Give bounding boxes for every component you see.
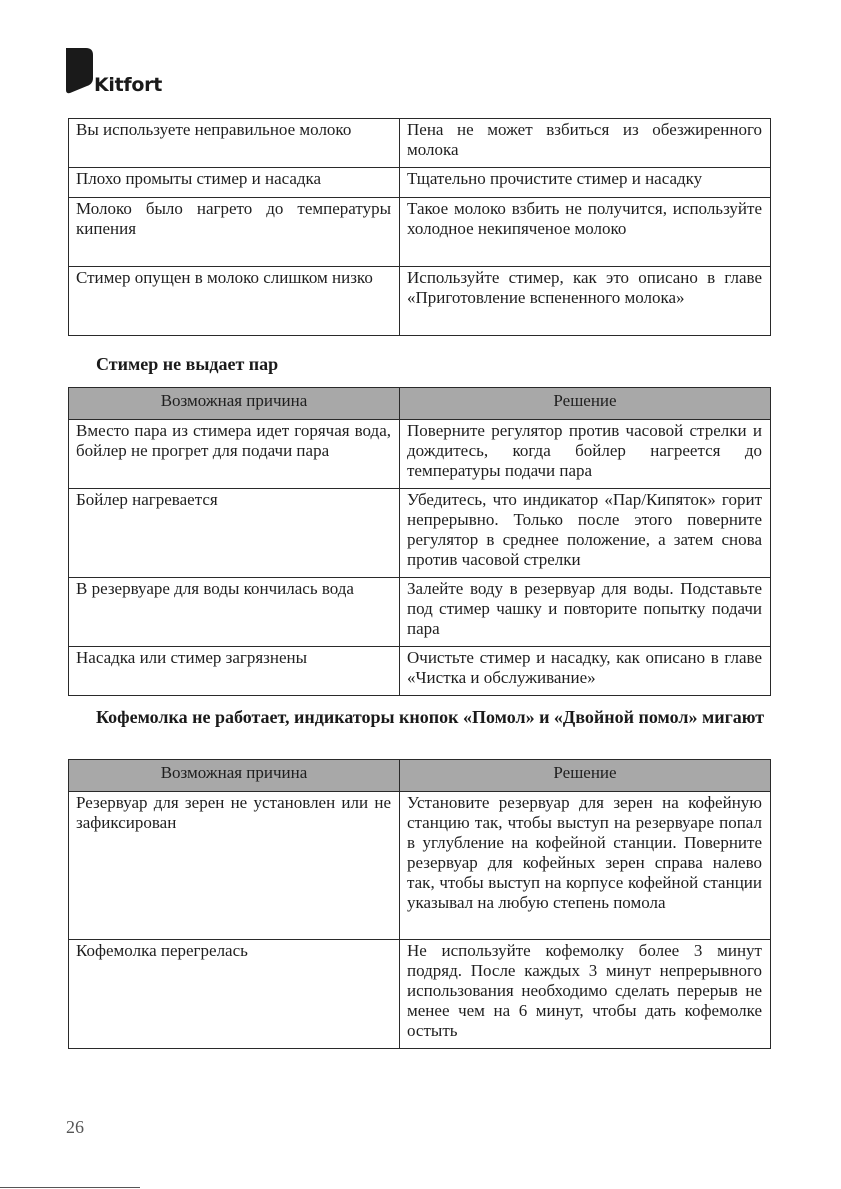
column-header-cause: Возможная причина: [69, 388, 400, 420]
cause-cell: Плохо промыты стимер и насадка: [69, 168, 400, 198]
cause-cell: Бойлер нагревается: [69, 489, 400, 578]
solution-cell: Поверните регулятор против часовой стрелки и дождитесь, когда бойлер нагреется до температуры подачи пара: [400, 420, 771, 489]
cause-cell: Вместо пара из стимера идет горячая вода, бойлер не прогрет для подачи пара: [69, 420, 400, 489]
table-row: [69, 940, 771, 1049]
solution-cell: Такое молоко взбить не получится, используйте холодное некипяченое молоко: [400, 198, 771, 267]
table-header-row: [69, 388, 771, 420]
page-number: 26: [66, 1117, 84, 1137]
table-row: [69, 792, 771, 940]
cause-cell: Насадка или стимер загрязнены: [69, 647, 400, 696]
solution-cell: Используйте стимер, как это описано в главе «Приготовление вспененного молока»: [400, 267, 771, 336]
table-row: [69, 420, 771, 489]
solution-cell: Пена не может взбиться из обезжиренного молока: [400, 119, 771, 168]
cause-cell: В резервуаре для воды кончилась вода: [69, 578, 400, 647]
kitfort-logo-icon: [66, 48, 94, 94]
cause-cell: Стимер опущен в молоко слишком низко: [69, 267, 400, 336]
troubleshooting-table-steamer: [68, 387, 771, 696]
cause-cell: Вы используете неправильное молоко: [69, 119, 400, 168]
cause-cell: Молоко было нагрето до температуры кипения: [69, 198, 400, 267]
table-row: [69, 647, 771, 696]
solution-cell: Очистьте стимер и насадку, как описано в главе «Чистка и обслуживание»: [400, 647, 771, 696]
table-row: [69, 119, 771, 168]
column-header-cause: Возможная причина: [69, 760, 400, 792]
table-row: [69, 198, 771, 267]
table-header-row: [69, 760, 771, 792]
troubleshooting-table-grinder: [68, 759, 771, 1049]
troubleshooting-table-milk: [68, 118, 771, 336]
brand-name: Kitfort: [94, 74, 162, 96]
table-row: [69, 168, 771, 198]
section-heading-steamer: Стимер не выдает пар: [96, 354, 279, 374]
solution-cell: Тщательно прочистите стимер и насадку: [400, 168, 771, 198]
solution-cell: Убедитесь, что индикатор «Пар/Кипяток» горит непрерывно. Только после этого поверните регулятор в среднее положение, а затем снова против часовой стрелки: [400, 489, 771, 578]
solution-cell: Установите резервуар для зерен на кофейную станцию так, чтобы выступ на резервуаре попал в углубление на кофейной станции. Поверните резервуар для кофейных зерен справа налево так, чтобы выступ на корпусе кофейной станции указывал на любую степень помола: [400, 792, 771, 940]
cause-cell: Резервуар для зерен не установлен или не зафиксирован: [69, 792, 400, 940]
brand-logo: [66, 48, 206, 98]
solution-cell: Не используйте кофемолку более 3 минут подряд. После каждых 3 минут непрерывного использования необходимо сделать перерыв не менее чем на 6 минут, чтобы дать кофемолке остыть: [400, 940, 771, 1049]
table-row: [69, 267, 771, 336]
section-heading-grinder: Кофемолка не работает, индикаторы кнопок «Помол» и «Двойной помол» мигают: [96, 707, 765, 727]
solution-cell: Залейте воду в резервуар для воды. Подставьте под стимер чашку и повторите попытку подачи пара: [400, 578, 771, 647]
bottom-rule: [0, 1187, 140, 1188]
column-header-solution: Решение: [400, 388, 771, 420]
table-row: [69, 489, 771, 578]
column-header-solution: Решение: [400, 760, 771, 792]
table-row: [69, 578, 771, 647]
cause-cell: Кофемолка перегрелась: [69, 940, 400, 1049]
